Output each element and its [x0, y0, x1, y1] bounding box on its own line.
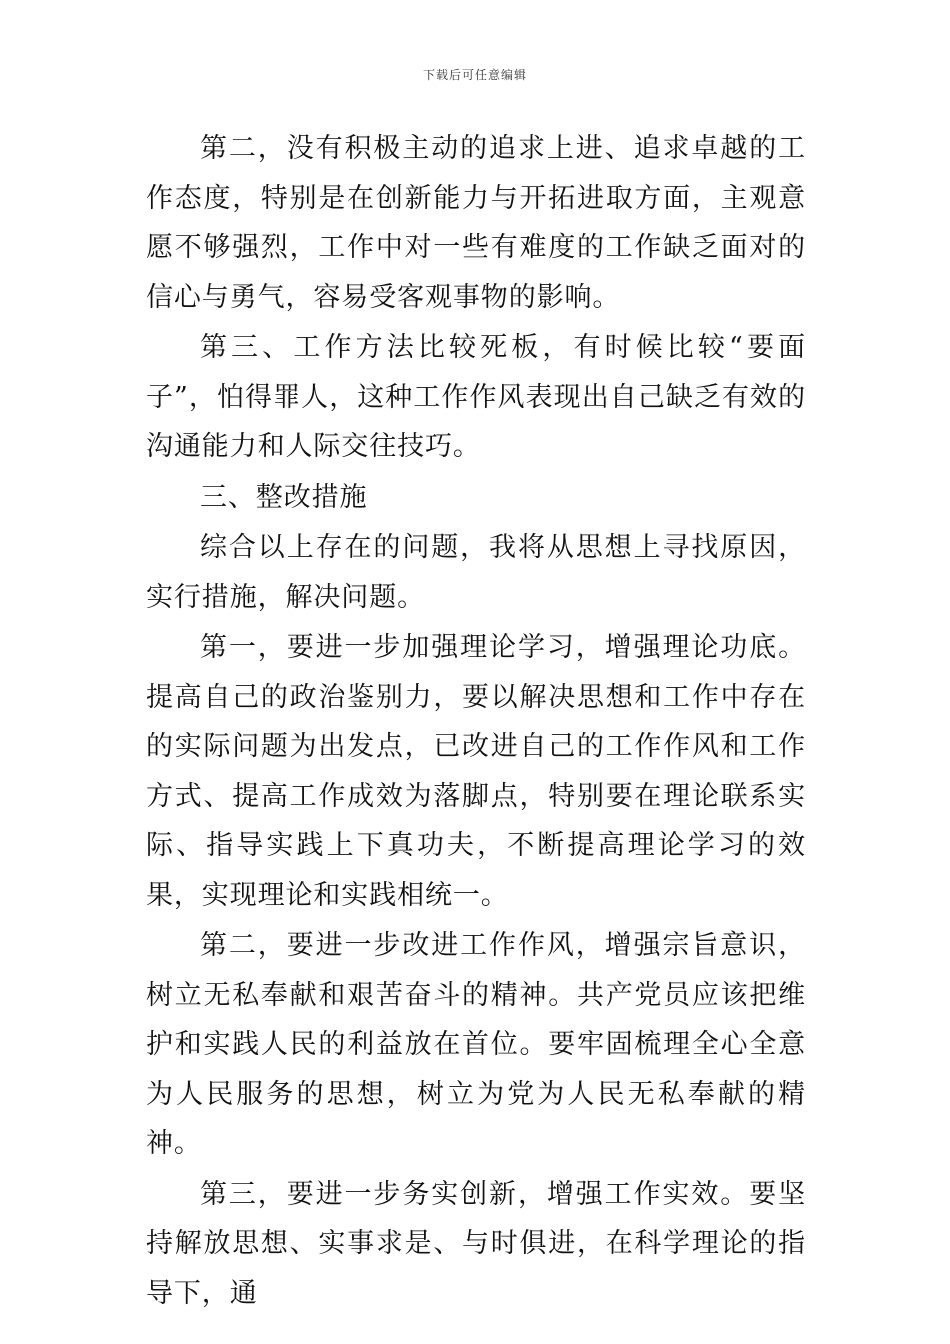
paragraph-measure-one: 第一，要进一步加强理论学习，增强理论功底。提高自己的政治鉴别力，要以解决思想和工作中存在的实际问题为出发点，已改进自己的工作作风和工作方式、提高工作成效为落脚点，特别要在理论联系实际、指导实践上下真功夫，不断提高理论学习的效果，实现理论和实践相统一。: [146, 632, 806, 911]
document-body: [146, 124, 806, 1318]
paragraph-measure-three: 第三，要进一步务实创新，增强工作实效。要坚持解放思想、实事求是、与时俱进，在科学理论的指导下，通: [146, 1178, 806, 1309]
paragraph-summary: 综合以上存在的问题，我将从思想上寻找原因，实行措施，解决问题。: [146, 532, 806, 613]
paragraph-measure-two: 第二，要进一步改进工作作风，增强宗旨意识，树立无私奉献和艰苦奋斗的精神。共产党员应该把维护和实践人民的利益放在首位。要牢固梳理全心全意为人民服务的思想，树立为党为人民无私奉献的精神。: [146, 930, 806, 1159]
page-header: 下载后可任意编辑: [422, 68, 527, 82]
paragraph-second-attitude: 第二，没有积极主动的追求上进、追求卓越的工作态度，特别是在创新能力与开拓进取方面，主观意愿不够强烈，工作中对一些有难度的工作缺乏面对的信心与勇气，容易受客观事物的影响。: [146, 133, 806, 313]
section-heading-rectification: 三、整改措施: [200, 481, 368, 513]
paragraph-third-method: 第三、工作方法比较死板，有时候比较“要面子”，怕得罪人，这种工作作风表现出自己缺乏有效的沟通能力和人际交往技巧。: [146, 332, 806, 462]
